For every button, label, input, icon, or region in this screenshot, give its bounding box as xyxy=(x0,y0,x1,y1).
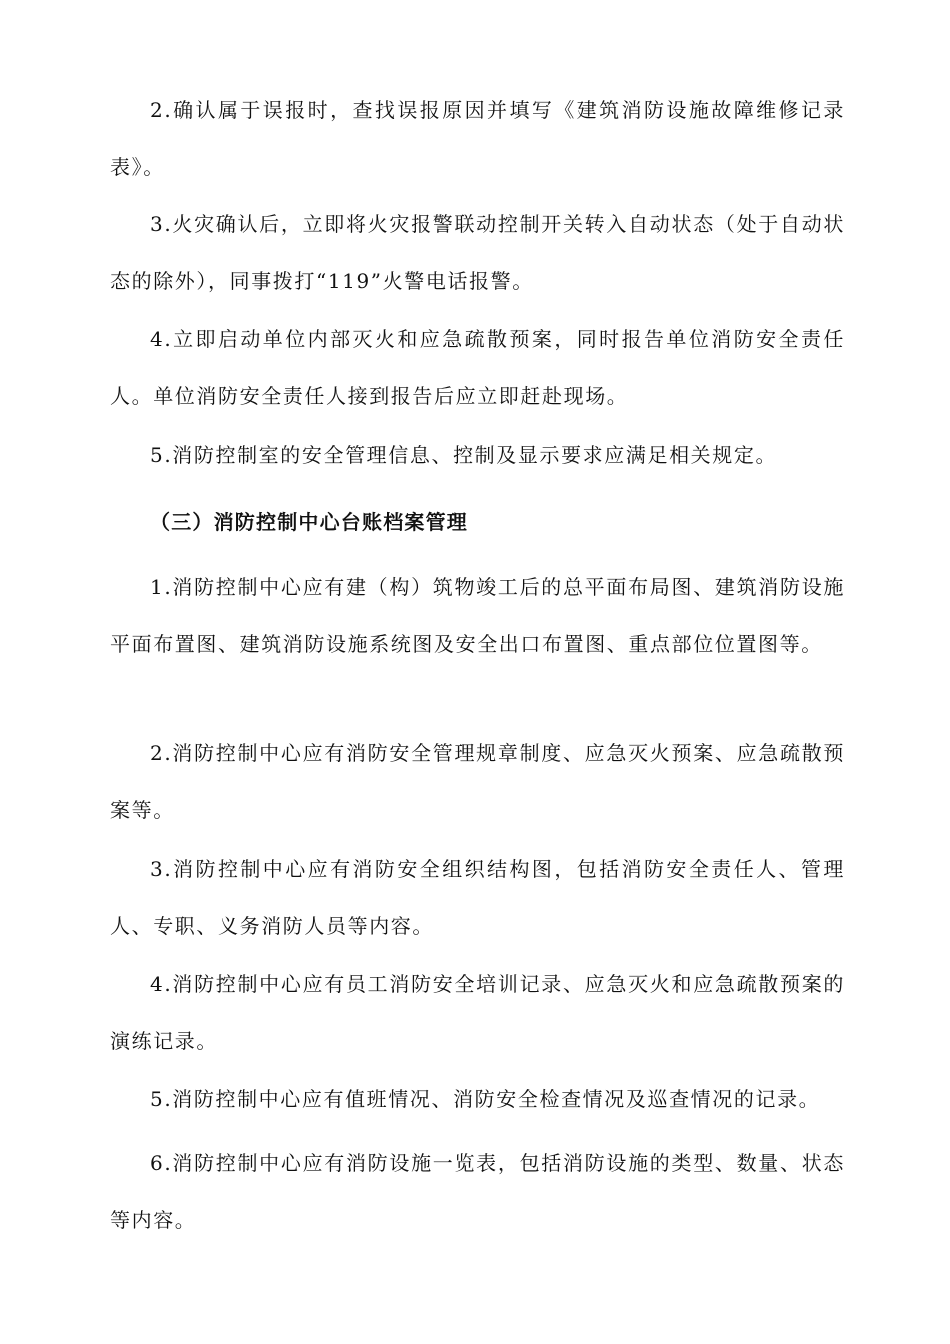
section-heading: （三）消防控制中心台账档案管理 xyxy=(150,510,468,534)
paragraph-archive-training: 4.消防控制中心应有员工消防安全培训记录、应急灭火和应急疏散预案的演练记录。 xyxy=(110,972,845,1053)
paragraph-emergency-plan: 4.立即启动单位内部灭火和应急疏散预案，同时报告单位消防安全责任人。单位消防安全责任人接到报告后应立即赶赴现场。 xyxy=(110,327,845,408)
paragraph-fire-confirmed: 3.火灾确认后，立即将火灾报警联动控制开关转入自动状态（处于自动状态的除外），同事拨打“119”火警电话报警。 xyxy=(110,212,845,293)
paragraph-control-room-rules: 5.消防控制室的安全管理信息、控制及显示要求应满足相关规定。 xyxy=(150,443,778,467)
paragraph-archive-organization: 3.消防控制中心应有消防安全组织结构图，包括消防安全责任人、管理人、专职、义务消防人员等内容。 xyxy=(110,857,845,938)
paragraph-archive-regulations: 2.消防控制中心应有消防安全管理规章制度、应急灭火预案、应急疏散预案等。 xyxy=(110,741,845,822)
paragraph-archive-facility-list: 6.消防控制中心应有消防设施一览表，包括消防设施的类型、数量、状态等内容。 xyxy=(110,1151,845,1232)
paragraph-archive-drawings: 1.消防控制中心应有建（构）筑物竣工后的总平面布局图、建筑消防设施平面布置图、建筑消防设施系统图及安全出口布置图、重点部位位置图等。 xyxy=(110,575,845,656)
paragraph-archive-duty-records: 5.消防控制中心应有值班情况、消防安全检查情况及巡查情况的记录。 xyxy=(150,1087,821,1111)
paragraph-false-alarm: 2.确认属于误报时，查找误报原因并填写《建筑消防设施故障维修记录表》。 xyxy=(110,98,845,179)
